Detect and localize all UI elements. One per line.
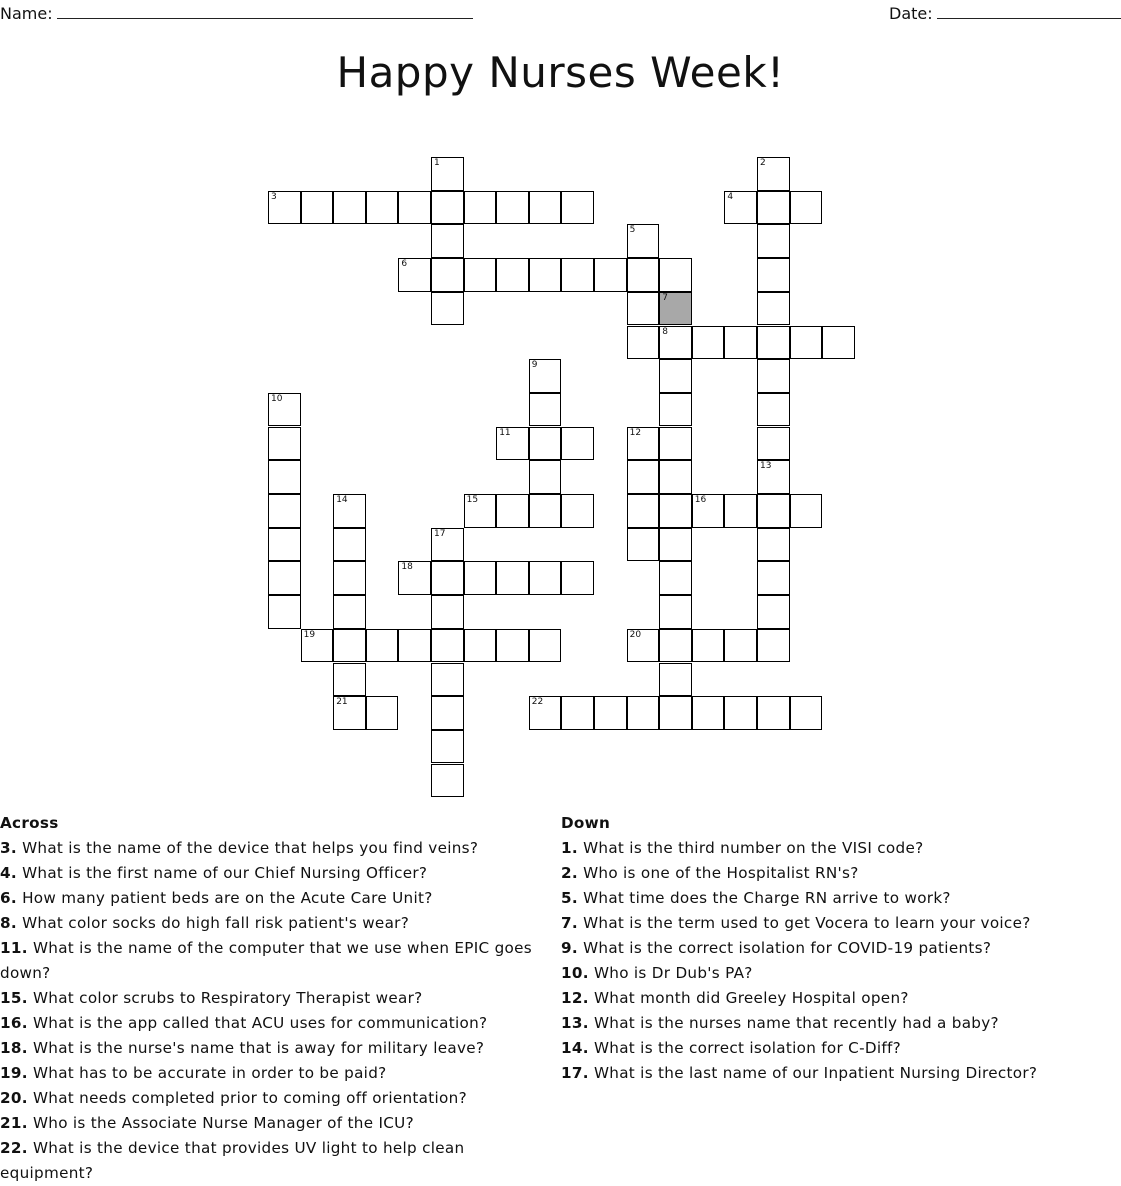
clue-item: [0, 861, 560, 886]
page-title: Happy Nurses Week!: [336, 48, 785, 97]
cell-number: 17: [434, 528, 446, 539]
crossword-cell[interactable]: [333, 629, 366, 663]
clue-text: What is the correct isolation for C-Diff?: [593, 1039, 902, 1057]
clue-item: [0, 1011, 560, 1036]
cell-number: 9: [531, 360, 538, 371]
crossword-cell[interactable]: [398, 629, 431, 663]
clue-text: What is the term used to get Vocera to learn your voice?: [583, 914, 1031, 932]
clue-number: 14.: [561, 1039, 589, 1057]
clue-number: 16.: [0, 1014, 28, 1032]
crossword-cell[interactable]: [757, 224, 790, 258]
clue-number: 13.: [561, 1014, 589, 1032]
clue-number: 11.: [0, 939, 28, 957]
crossword-cell[interactable]: [659, 359, 692, 393]
crossword-cell[interactable]: [561, 494, 594, 528]
crossword-cell[interactable]: [790, 326, 823, 360]
crossword-cell[interactable]: [268, 494, 301, 528]
crossword-cell[interactable]: [464, 561, 497, 595]
clue-item: [0, 1136, 560, 1186]
clue-item: [561, 1011, 1106, 1036]
crossword-cell[interactable]: [561, 427, 594, 461]
clue-text: Who is Dr Dub's PA?: [593, 964, 753, 982]
clue-text: What is the nurse's name that is away for military leave?: [32, 1039, 485, 1057]
across-clue-list: [0, 836, 560, 1186]
clue-number: 22.: [0, 1139, 28, 1157]
crossword-cell[interactable]: [529, 460, 562, 494]
crossword-cell[interactable]: [627, 326, 660, 360]
cell-number: 15: [466, 495, 479, 505]
crossword-cell[interactable]: [333, 663, 366, 697]
date-label: Date:: [889, 4, 933, 23]
crossword-cell[interactable]: [529, 629, 562, 663]
crossword-cell[interactable]: [496, 629, 529, 663]
clue-text: What is the device that provides UV light to help clean equipment?: [0, 1139, 465, 1182]
crossword-cell[interactable]: [496, 191, 529, 225]
crossword-cell[interactable]: [561, 696, 594, 730]
clue-number: 9.: [561, 939, 578, 957]
clue-item: [561, 936, 1106, 961]
clue-text: What is the last name of our Inpatient Nursing Director?: [593, 1064, 1038, 1082]
clue-text: What is the app called that ACU uses for communication?: [32, 1014, 488, 1032]
crossword-cell[interactable]: [529, 258, 562, 292]
crossword-cell[interactable]: [659, 561, 692, 595]
crossword-cell[interactable]: [431, 764, 464, 798]
clue-item: [561, 911, 1106, 936]
clue-number: 20.: [0, 1089, 28, 1107]
crossword-cell[interactable]: [627, 460, 660, 494]
crossword-cell[interactable]: [431, 663, 464, 697]
crossword-cell[interactable]: [757, 427, 790, 461]
clue-number: 18.: [0, 1039, 28, 1057]
crossword-cell[interactable]: [627, 494, 660, 528]
crossword-cell[interactable]: [496, 494, 529, 528]
clue-text: How many patient beds are on the Acute Care Unit?: [22, 889, 433, 907]
crossword-cell[interactable]: [398, 191, 431, 225]
crossword-cell[interactable]: [757, 528, 790, 562]
clue-text: What is the name of the computer that we use when EPIC goes down?: [0, 939, 532, 982]
crossword-cell[interactable]: [757, 326, 790, 360]
down-clue-list: [561, 836, 1106, 1086]
crossword-cell[interactable]: [692, 629, 725, 663]
crossword-cell[interactable]: [659, 393, 692, 427]
crossword-cell[interactable]: [431, 730, 464, 764]
clue-number: 7.: [561, 914, 578, 932]
crossword-cell[interactable]: [659, 528, 692, 562]
clue-number: 1.: [561, 839, 578, 857]
clue-text: What is the third number on the VISI code?: [583, 839, 924, 857]
clue-number: 3.: [0, 839, 17, 857]
crossword-cell[interactable]: [627, 292, 660, 326]
crossword-cell[interactable]: [333, 561, 366, 595]
crossword-cell[interactable]: [757, 696, 790, 730]
crossword-cell[interactable]: [627, 258, 660, 292]
clue-text: What is the nurses name that recently had a baby?: [593, 1014, 999, 1032]
clue-number: 8.: [0, 914, 17, 932]
crossword-cell[interactable]: [659, 696, 692, 730]
crossword-cell[interactable]: [561, 258, 594, 292]
crossword-cell[interactable]: [529, 494, 562, 528]
crossword-cell[interactable]: [561, 561, 594, 595]
clue-text: What color socks do high fall risk patient's wear?: [22, 914, 410, 932]
cell-number: 12: [629, 427, 642, 438]
crossword-cell[interactable]: [366, 696, 399, 730]
crossword-cell[interactable]: [659, 427, 692, 461]
cell-number: 2: [760, 158, 766, 168]
crossword-cell[interactable]: [301, 191, 334, 225]
cell-number: 20: [629, 629, 642, 640]
clue-text: What is the name of the device that helps you find veins?: [22, 839, 479, 857]
clue-number: 4.: [0, 864, 17, 882]
crossword-cell[interactable]: [529, 393, 562, 427]
crossword-cell[interactable]: [659, 460, 692, 494]
crossword-cell[interactable]: [529, 561, 562, 595]
crossword-cell[interactable]: [366, 191, 399, 225]
crossword-cell[interactable]: [659, 629, 692, 663]
clue-item: [561, 886, 1106, 911]
clue-text: What needs completed prior to coming off orientation?: [32, 1089, 467, 1107]
clue-item: [0, 986, 560, 1011]
across-heading: Across: [0, 814, 59, 832]
crossword-cell[interactable]: [822, 326, 855, 360]
crossword-cell[interactable]: [431, 595, 464, 629]
crossword-cell[interactable]: [268, 561, 301, 595]
crossword-cell[interactable]: [431, 258, 464, 292]
crossword-cell[interactable]: [594, 258, 627, 292]
crossword-cell[interactable]: [790, 191, 823, 225]
clue-text: What is the first name of our Chief Nursing Officer?: [22, 864, 428, 882]
cell-number: 7: [662, 292, 668, 303]
crossword-cell[interactable]: [757, 393, 790, 427]
clue-item: [0, 911, 560, 936]
cell-number: 11: [499, 427, 511, 438]
crossword-cell[interactable]: [659, 595, 692, 629]
crossword-cell[interactable]: [757, 258, 790, 292]
crossword-cell[interactable]: [464, 191, 497, 225]
cell-number: 19: [303, 629, 316, 640]
crossword-cell[interactable]: [757, 494, 790, 528]
clue-item: [561, 836, 1106, 861]
clue-item: [0, 1111, 560, 1136]
crossword-cell[interactable]: [333, 595, 366, 629]
crossword-cell[interactable]: [757, 292, 790, 326]
crossword-cell[interactable]: [529, 427, 562, 461]
cell-number: 18: [401, 562, 413, 573]
crossword-cell[interactable]: [757, 629, 790, 663]
crossword-cell[interactable]: [724, 629, 757, 663]
crossword-cell[interactable]: [692, 696, 725, 730]
cell-number: 1: [434, 158, 440, 168]
clue-text: What time does the Charge RN arrive to work?: [583, 889, 951, 907]
crossword-cell[interactable]: [757, 191, 790, 225]
cell-number: 5: [629, 225, 636, 236]
cell-number: 6: [401, 259, 408, 270]
crossword-cell[interactable]: [659, 494, 692, 528]
crossword-cell[interactable]: [431, 696, 464, 730]
crossword-cell[interactable]: [333, 528, 366, 562]
crossword-cell[interactable]: [431, 224, 464, 258]
clue-item: [0, 936, 560, 986]
clue-number: 15.: [0, 989, 28, 1007]
crossword-cell[interactable]: [627, 528, 660, 562]
crossword-cell[interactable]: [268, 528, 301, 562]
clue-text: What has to be accurate in order to be paid?: [32, 1064, 387, 1082]
clue-item: [0, 1061, 560, 1086]
clue-item: [561, 1061, 1106, 1086]
clue-number: 2.: [561, 864, 578, 882]
crossword-cell[interactable]: [724, 494, 757, 528]
cell-number: 21: [336, 697, 348, 708]
crossword-cell[interactable]: [464, 258, 497, 292]
crossword-cell[interactable]: [724, 326, 757, 360]
cell-number: 10: [271, 393, 283, 404]
cell-number: 14: [336, 495, 348, 505]
clue-item: [0, 1036, 560, 1061]
crossword-cell[interactable]: [659, 258, 692, 292]
clue-number: 6.: [0, 889, 17, 907]
crossword-cell[interactable]: [464, 629, 497, 663]
cell-number: 4: [727, 191, 734, 202]
crossword-cell[interactable]: [692, 326, 725, 360]
clue-number: 19.: [0, 1064, 28, 1082]
clue-number: 10.: [561, 964, 589, 982]
clue-number: 5.: [561, 889, 578, 907]
clue-text: What is the correct isolation for COVID-19 patients?: [583, 939, 992, 957]
crossword-cell[interactable]: [724, 696, 757, 730]
clue-text: What month did Greeley Hospital open?: [593, 989, 909, 1007]
cell-number: 13: [760, 461, 772, 472]
clue-item: [0, 886, 560, 911]
crossword-cell[interactable]: [561, 191, 594, 225]
across-clues: [0, 811, 560, 1186]
crossword-cell[interactable]: [757, 561, 790, 595]
crossword-cell[interactable]: [496, 561, 529, 595]
crossword-cell[interactable]: [659, 663, 692, 697]
clue-item: [0, 836, 560, 861]
clue-number: 12.: [561, 989, 589, 1007]
cell-number: 8: [662, 326, 668, 337]
clue-number: 17.: [561, 1064, 589, 1082]
down-clues: [561, 811, 1106, 1086]
crossword-cell[interactable]: [431, 561, 464, 595]
clue-item: [561, 961, 1106, 986]
crossword-cell[interactable]: [431, 629, 464, 663]
crossword-cell[interactable]: [268, 595, 301, 629]
crossword-cell[interactable]: [496, 258, 529, 292]
crossword-cell[interactable]: [790, 696, 823, 730]
crossword-cell[interactable]: [431, 292, 464, 326]
crossword-cell[interactable]: [627, 696, 660, 730]
clue-text: What color scrubs to Respiratory Therapist wear?: [32, 989, 423, 1007]
crossword-cell[interactable]: [366, 629, 399, 663]
crossword-cell[interactable]: [268, 460, 301, 494]
crossword-cell[interactable]: [431, 191, 464, 225]
crossword-cell[interactable]: [790, 494, 823, 528]
cell-number: 3: [271, 191, 277, 202]
clue-text: Who is the Associate Nurse Manager of the ICU?: [32, 1114, 414, 1132]
clue-item: [561, 1036, 1106, 1061]
name-label: Name:: [0, 4, 53, 23]
crossword-cell[interactable]: [268, 427, 301, 461]
clue-number: 21.: [0, 1114, 28, 1132]
crossword-cell[interactable]: [757, 595, 790, 629]
crossword-cell[interactable]: [529, 191, 562, 225]
cell-number: 16: [694, 495, 707, 505]
clue-item: [0, 1086, 560, 1111]
cell-number: 22: [531, 697, 544, 708]
clue-item: [561, 861, 1106, 886]
clue-text: Who is one of the Hospitalist RN's?: [583, 864, 859, 882]
clue-item: [561, 986, 1106, 1011]
down-heading: Down: [561, 814, 611, 832]
crossword-cell[interactable]: [333, 191, 366, 225]
crossword-cell[interactable]: [594, 696, 627, 730]
crossword-cell[interactable]: [757, 359, 790, 393]
